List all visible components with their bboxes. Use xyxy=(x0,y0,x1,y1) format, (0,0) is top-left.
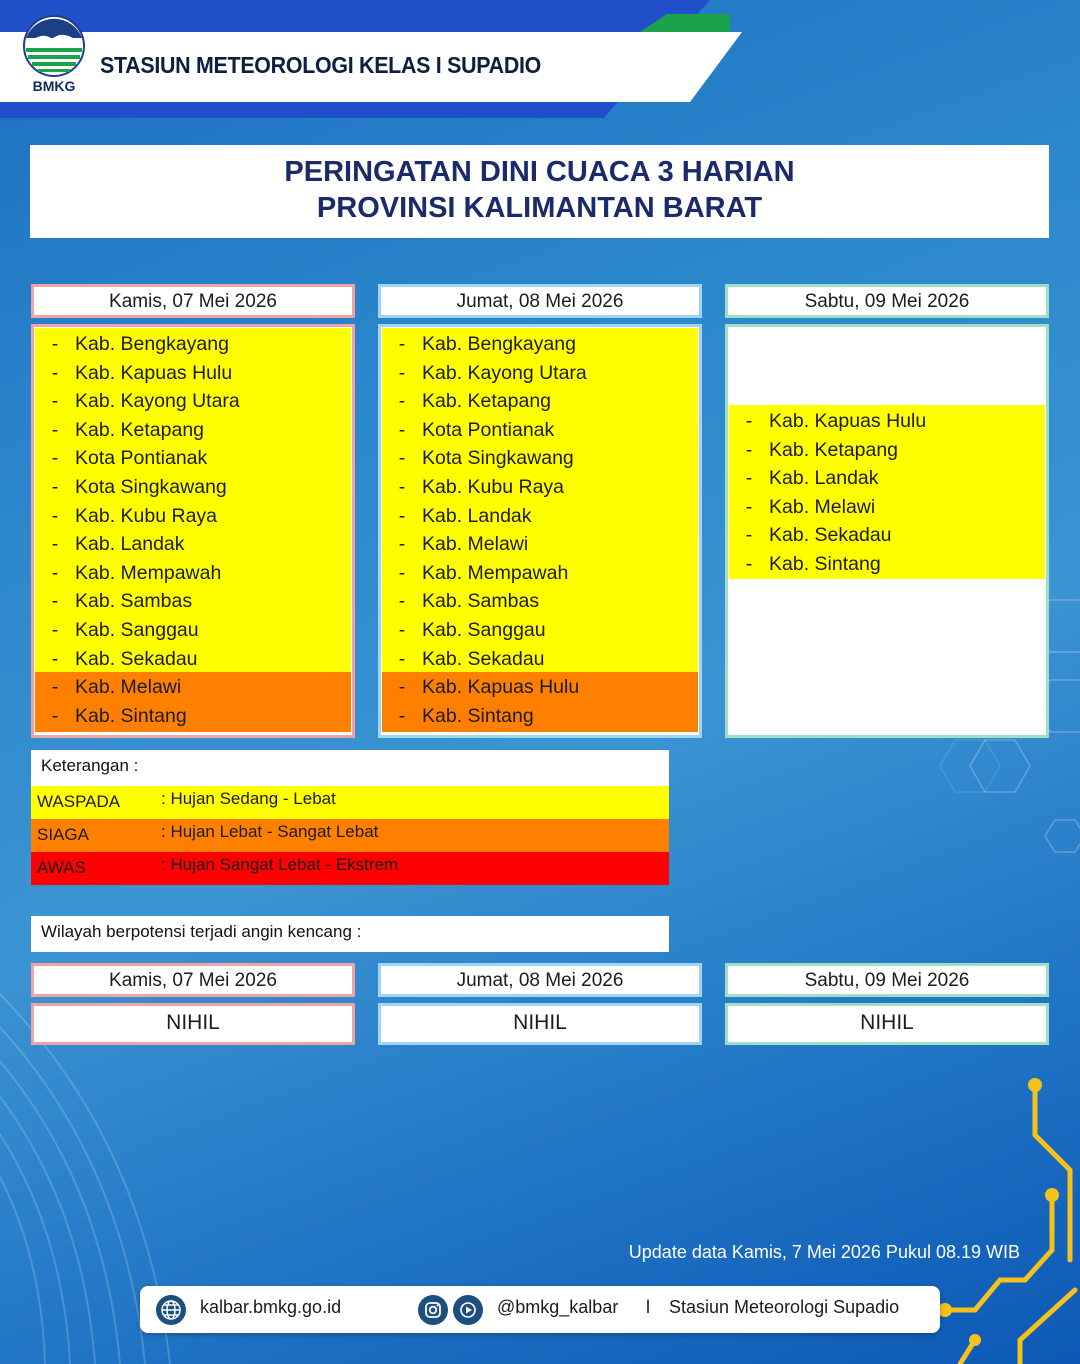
wind-date-day-1: Kamis, 07 Mei 2026 xyxy=(31,963,355,997)
title-line-1: PERINGATAN DINI CUACA 3 HARIAN xyxy=(284,156,795,188)
list-item: - Kab. Sambas xyxy=(51,590,193,613)
list-item: - Kab. Sekadau xyxy=(51,647,198,670)
legend-code: SIAGA xyxy=(37,825,89,844)
warning-list-day-1 xyxy=(31,324,355,738)
list-item: - Kota Pontianak xyxy=(398,418,555,441)
list-item: - Kab. Sintang xyxy=(398,704,534,727)
date-header-day-3: Sabtu, 09 Mei 2026 xyxy=(725,284,1049,318)
list-item: - Kab. Bengkayang xyxy=(398,333,576,355)
waspada-block-day-2 xyxy=(382,328,698,672)
footer-separator: l xyxy=(646,1297,650,1317)
legend-code: AWAS xyxy=(37,858,86,877)
title-line-2: PROVINSI KALIMANTAN BARAT xyxy=(316,192,763,224)
bmkg-logo xyxy=(22,14,86,96)
legend-row-waspada xyxy=(31,786,669,819)
list-item: - Kab. Mempawah xyxy=(51,561,222,584)
list-item: - Kota Pontianak xyxy=(51,447,208,470)
wind-value-day-1: NIHIL xyxy=(31,1003,355,1045)
siaga-block-day-2 xyxy=(382,672,698,732)
list-item: - Kota Singkawang xyxy=(398,447,574,470)
list-item: - Kab. Sintang xyxy=(51,704,187,727)
date-header-day-2: Jumat, 08 Mei 2026 xyxy=(378,284,702,318)
list-item: - Kab. Bengkayang xyxy=(51,333,229,355)
list-item: - Kota Singkawang xyxy=(51,475,227,498)
wind-date-day-2: Jumat, 08 Mei 2026 xyxy=(378,963,702,997)
logo-text: BMKG xyxy=(32,78,76,94)
legend-row-siaga xyxy=(31,819,669,852)
page-title xyxy=(30,145,1049,238)
list-item: - Kab. Kubu Raya xyxy=(51,504,218,527)
legend-desc: : Hujan Sedang - Lebat xyxy=(161,789,336,808)
list-item: - Kab. Kapuas Hulu xyxy=(51,361,233,384)
list-item: - Kab. Kubu Raya xyxy=(398,475,565,498)
list-item: - Kab. Melawi xyxy=(745,495,876,518)
list-item: - Kab. Sanggau xyxy=(51,618,199,641)
list-item: - Kab. Kapuas Hulu xyxy=(398,676,580,698)
warning-list-day-2 xyxy=(378,324,702,738)
list-item: - Kab. Kayong Utara xyxy=(398,361,587,384)
list-item: - Kab. Mempawah xyxy=(398,561,569,584)
instagram-icon[interactable] xyxy=(418,1295,448,1325)
wind-label: Wilayah berpotensi terjadi angin kencang : xyxy=(31,916,669,952)
siaga-block-day-1 xyxy=(35,672,351,732)
list-item: - Kab. Kayong Utara xyxy=(51,390,240,413)
list-item: - Kab. Sanggau xyxy=(398,618,546,641)
social-handle[interactable]: @bmkg_kalbar xyxy=(497,1297,619,1317)
list-item: - Kab. Sekadau xyxy=(398,647,545,670)
legend-desc: : Hujan Sangat Lebat - Ekstrem xyxy=(161,855,399,874)
globe-icon xyxy=(156,1295,186,1325)
list-item: - Kab. Ketapang xyxy=(745,438,899,461)
legend-code: WASPADA xyxy=(37,792,121,811)
wind-value-day-3: NIHIL xyxy=(725,1003,1049,1045)
warning-list-day-3 xyxy=(725,324,1049,738)
list-item: - Kab. Landak xyxy=(745,467,879,490)
waspada-block-day-1 xyxy=(35,328,351,672)
footer-bar xyxy=(140,1286,940,1333)
list-item: - Kab. Ketapang xyxy=(398,390,552,413)
website-link[interactable]: kalbar.bmkg.go.id xyxy=(200,1297,342,1317)
legend-desc: : Hujan Lebat - Sangat Lebat xyxy=(161,822,379,841)
wind-value-day-2: NIHIL xyxy=(378,1003,702,1045)
date-header-day-1: Kamis, 07 Mei 2026 xyxy=(31,284,355,318)
list-item: - Kab. Landak xyxy=(51,533,185,556)
wind-date-day-3: Sabtu, 09 Mei 2026 xyxy=(725,963,1049,997)
list-item: - Kab. Landak xyxy=(398,504,532,527)
legend-title: Keterangan : xyxy=(31,750,669,786)
update-timestamp: Update data Kamis, 7 Mei 2026 Pukul 08.19 WIB xyxy=(628,1242,1020,1262)
youtube-icon[interactable] xyxy=(453,1295,483,1325)
list-item: - Kab. Sintang xyxy=(745,552,881,575)
waspada-block-day-3 xyxy=(729,405,1045,579)
legend xyxy=(31,750,669,884)
legend-row-awas xyxy=(31,852,669,885)
list-item: - Kab. Melawi xyxy=(51,676,182,698)
list-item: - Kab. Kapuas Hulu xyxy=(745,410,927,432)
list-item: - Kab. Sekadau xyxy=(745,524,892,547)
list-item: - Kab. Ketapang xyxy=(51,418,205,441)
list-item: - Kab. Sambas xyxy=(398,590,540,613)
list-item: - Kab. Melawi xyxy=(398,533,529,556)
footer-org-name: Stasiun Meteorologi Supadio xyxy=(669,1297,900,1317)
station-name: STASIUN METEOROLOGI KELAS I SUPADIO xyxy=(100,52,542,78)
